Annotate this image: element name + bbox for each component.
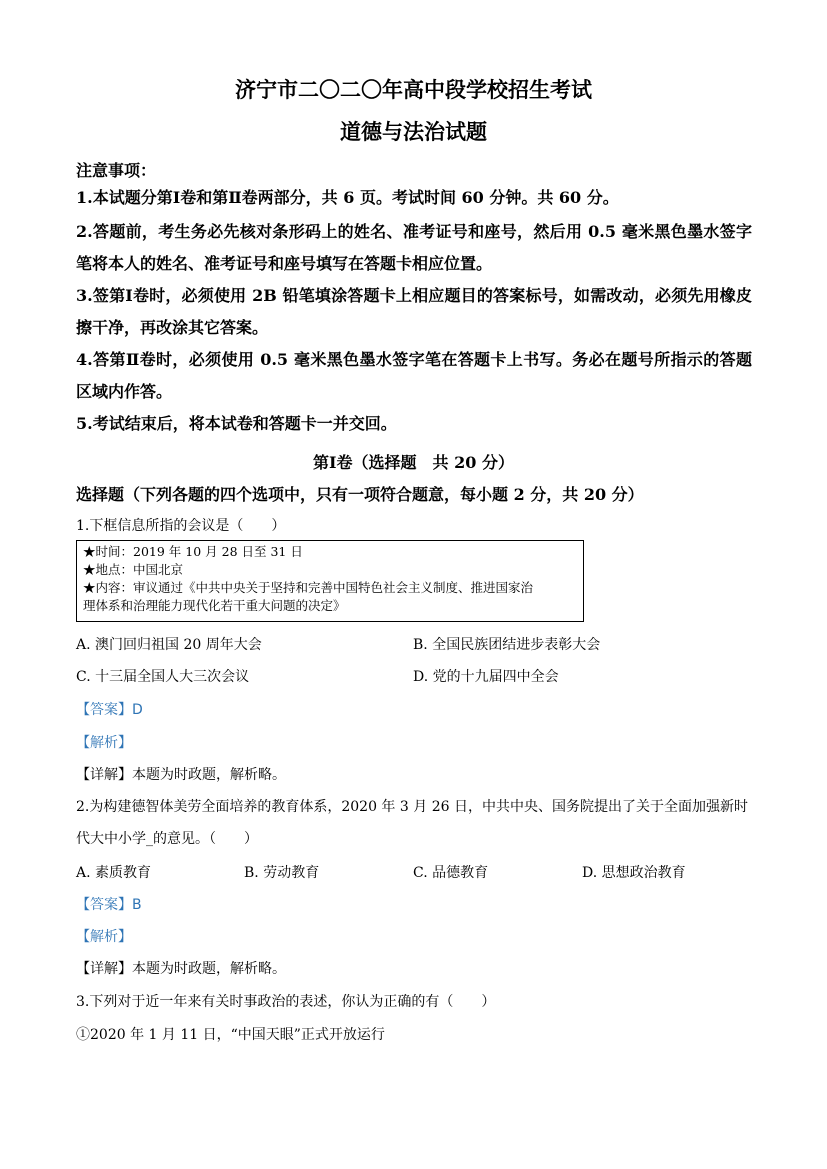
question-1-option-a: A. 澳门回归祖国 20 周年大会 (76, 637, 262, 653)
question-2-analysis-label: 【解析】 (76, 929, 132, 945)
exam-subtitle: 道德与法治试题 (340, 119, 487, 144)
info-box-line: ★地点：中国北京 (83, 562, 184, 577)
info-box-line: ★时间：2019 年 10 月 28 日至 31 日 (83, 544, 303, 559)
section-title: 第Ⅰ卷（选择题 共 20 分） (313, 453, 514, 472)
question-1-option-c: C. 十三届全国人大三次会议 (76, 669, 250, 685)
question-1-answer: 【答案】D (76, 702, 143, 718)
section-instruction: 选择题（下列各题的四个选项中，只有一项符合题意，每小题 2 分，共 20 分） (76, 485, 644, 504)
notes-heading: 注意事项： (76, 161, 157, 180)
question-3-item-1: ①2020 年 1 月 11 日，“中国天眼”正式开放运行 (76, 1027, 385, 1043)
question-1-info-box (76, 540, 584, 622)
question-3-stem: 3.下列对于近一年来有关时事政治的表述，你认为正确的有（ ） (76, 994, 496, 1010)
question-2-stem-line-2: 代大中小学_的意见。（ ） (76, 831, 258, 847)
question-1-analysis-label: 【解析】 (76, 735, 132, 751)
question-2-option-c: C. 品德教育 (413, 865, 489, 881)
question-2-detail: 【详解】本题为时政题，解析略。 (76, 961, 286, 977)
note-item-4: 4.答第Ⅱ卷时，必须使用 0.5 毫米黑色墨水签字笔在答题卡上书写。务必在题号所指示的答题区域内作答。 (76, 350, 752, 401)
question-2-answer: 【答案】B (76, 897, 142, 913)
note-item-5: 5.考试结束后，将本试卷和答题卡一并交回。 (76, 414, 397, 433)
question-2-option-b: B. 劳动教育 (244, 865, 320, 881)
note-item-1: 1.本试题分第Ⅰ卷和第Ⅱ卷两部分，共 6 页。考试时间 60 分钟。共 60 分。 (76, 188, 619, 207)
note-item-3: 3.签第Ⅰ卷时，必须使用 2B 铅笔填涂答题卡上相应题目的答案标号，如需改动，必须先用橡皮擦干净，再改涂其它答案。 (76, 286, 752, 337)
question-1-option-b: B. 全国民族团结进步表彰大会 (413, 637, 601, 653)
exam-title: 济宁市二〇二〇年高中段学校招生考试 (235, 77, 592, 102)
info-box-line: 理体系和治理能力现代化若干重大问题的决定》 (83, 598, 346, 613)
question-2-stem-line-1: 2.为构建德智体美劳全面培养的教育体系，2020 年 3 月 26 日，中共中央、国务院提出了关于全面加强新时 (76, 799, 748, 815)
question-2-option-a: A. 素质教育 (76, 865, 152, 881)
question-1-option-d: D. 党的十九届四中全会 (413, 669, 559, 685)
note-item-2: 2.答题前，考生务必先核对条形码上的姓名、准考证号和座号，然后用 0.5 毫米黑色墨水签字笔将本人的姓名、准考证号和座号填写在答题卡相应位置。 (76, 222, 752, 273)
info-box-line: ★内容：审议通过《中共中央关于坚持和完善中国特色社会主义制度、推进国家治 (83, 580, 534, 595)
question-1-detail: 【详解】本题为时政题，解析略。 (76, 767, 286, 783)
question-2-option-d: D. 思想政治教育 (582, 865, 686, 881)
question-1-stem: 1.下框信息所指的会议是（ ） (76, 518, 286, 534)
